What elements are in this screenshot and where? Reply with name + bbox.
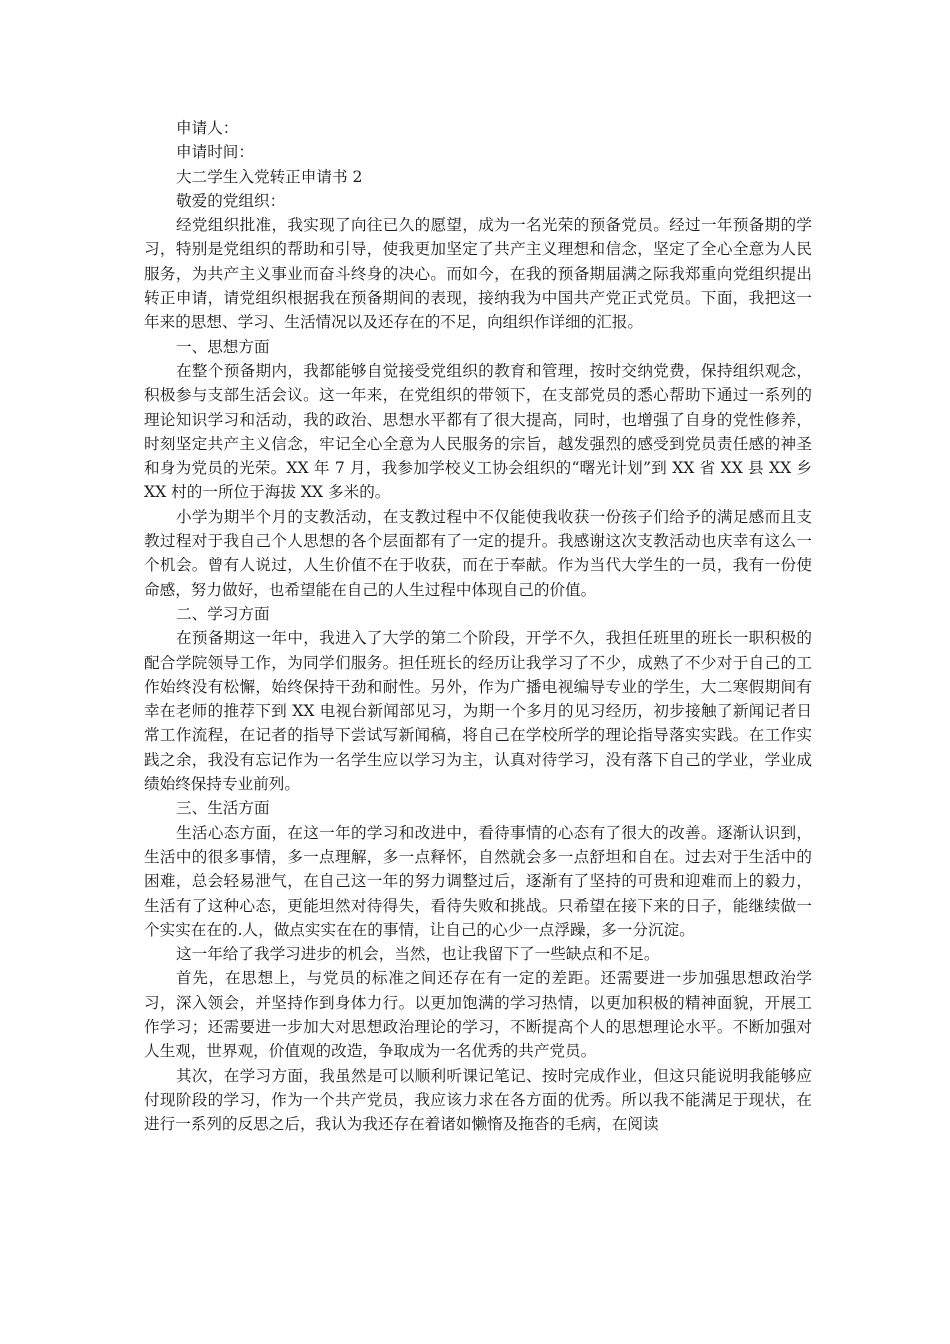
study-paragraph-1: 在预备期这一年中，我进入了大学的第二个阶段，开学不久，我担任班里的班长一职积极的配合学院领导工作，为同学们服务。担任班长的经历让我学习了不少，成熟了不少对于自己的工作始终没有松懈，始终保持干劲和耐性。另外，作为广播电视编导专业的学生，大二寒假期间有幸在老师的推荐下到 XX 电视台新闻部见习，为期一个多月的见习经历，初步接触了新闻记者日常工作流程，在记者的指导下尝试写新闻稿，将自己在学校所学的理论指导落实实践。在工作实践之余，我没有忘记作为一名学生应以学习为主，认真对待学习，没有落下自己的学业，学业成绩始终保持专业前列。: [144, 629, 812, 794]
section-heading-life: 三、生活方面: [176, 799, 270, 818]
thought-paragraph-2: 小学为期半个月的支教活动，在支教过程中不仅能使我收获一份孩子们给予的满足感而且支教过程对于我自己个人思想的各个层面都有了一定的提升。我感谢这次支教活动也庆幸有这么一个机会。曾有人说过，人生价值不在于收获，而在于奉献。作为当代大学生的一员，我有一份使命感，努力做好，也希望能在自己的人生过程中体现自己的价值。: [144, 507, 812, 599]
document-page: [144, 116, 812, 1136]
life-paragraph-2: 这一年给了我学习进步的机会，当然，也让我留下了一些缺点和不足。: [176, 945, 660, 964]
intro-paragraph: 经党组织批准，我实现了向往已久的愿望，成为一名光荣的预备党员。经过一年预备期的学习，特别是党组织的帮助和引导，使我更加坚定了共产主义理想和信念，坚定了全心全意为人民服务，为共产主义事业而奋斗终身的决心。而如今，在我的预备期届满之际我郑重向党组织提出转正申请，请党组织根据我在预备期间的表现，接纳我为中国共产党正式党员。下面，我把这一年来的思想、学习、生活情况以及还存在的不足，向组织作详细的汇报。: [144, 216, 812, 332]
application-date-label: 申请时间：: [176, 143, 254, 162]
section-heading-thought: 一、思想方面: [176, 337, 270, 356]
document-title: 大二学生入党转正申请书 2: [176, 167, 363, 186]
applicant-label: 申请人：: [176, 119, 239, 137]
shortcoming-paragraph-1: 首先，在思想上，与党员的标准之间还存在有一定的差距。还需要进一步加强思想政治学习，深入领会，并坚持作到身体力行。以更加饱满的学习热情，以更加积极的精神面貌，开展工作学习；还需要进一步加大对思想政治理论的学习，不断提高个人的思想理论水平。不断加强对人生观，世界观，价值观的改造，争取成为一名优秀的共产党员。: [144, 969, 812, 1061]
salutation: 敬爱的党组织：: [176, 191, 286, 210]
thought-paragraph-1: 在整个预备期内，我都能够自觉接受党组织的教育和管理，按时交纳党费，保持组织观念，积极参与支部生活会议。这一年来，在党组织的带领下，在支部党员的悉心帮助下通过一系列的理论知识学习和活动，我的政治、思想水平都有了很大提高，同时，也增强了自身的党性修养，时刻坚定共产主义信念，牢记全心全意为人民服务的宗旨，越发强烈的感受到党员责任感的神圣和身为党员的光荣。XX 年 7 月，我参加学校义工协会组织的“曙光计划”到 XX 省 XX 县 XX 乡 XX 村的一所位于海拔 XX 多米的。: [144, 361, 812, 502]
section-heading-study: 二、学习方面: [176, 604, 270, 623]
shortcoming-paragraph-2: 其次，在学习方面，我虽然是可以顺利听课记笔记、按时完成作业，但这只能说明我能够应付现阶段的学习，作为一个共产党员，我应该力求在各方面的优秀。所以我不能满足于现状，在进行一系列的反思之后，我认为我还存在着诸如懒惰及拖沓的毛病，在阅读: [144, 1066, 812, 1134]
life-paragraph-1: 生活心态方面，在这一年的学习和改进中，看待事情的心态有了很大的改善。逐渐认识到，生活中的很多事情，多一点理解，多一点释怀，自然就会多一点舒坦和自在。过去对于生活中的困难，总会轻易泄气，在自己这一年的努力调整过后，逐渐有了坚持的可贵和迎难而上的毅力，生活有了这种心态，更能坦然对待得失，看待失败和挑战。只希望在接下来的日子，能继续做一个实实在在的.人，做点实实在在的事情，让自己的心少一点浮躁，多一分沉淀。: [144, 823, 812, 939]
